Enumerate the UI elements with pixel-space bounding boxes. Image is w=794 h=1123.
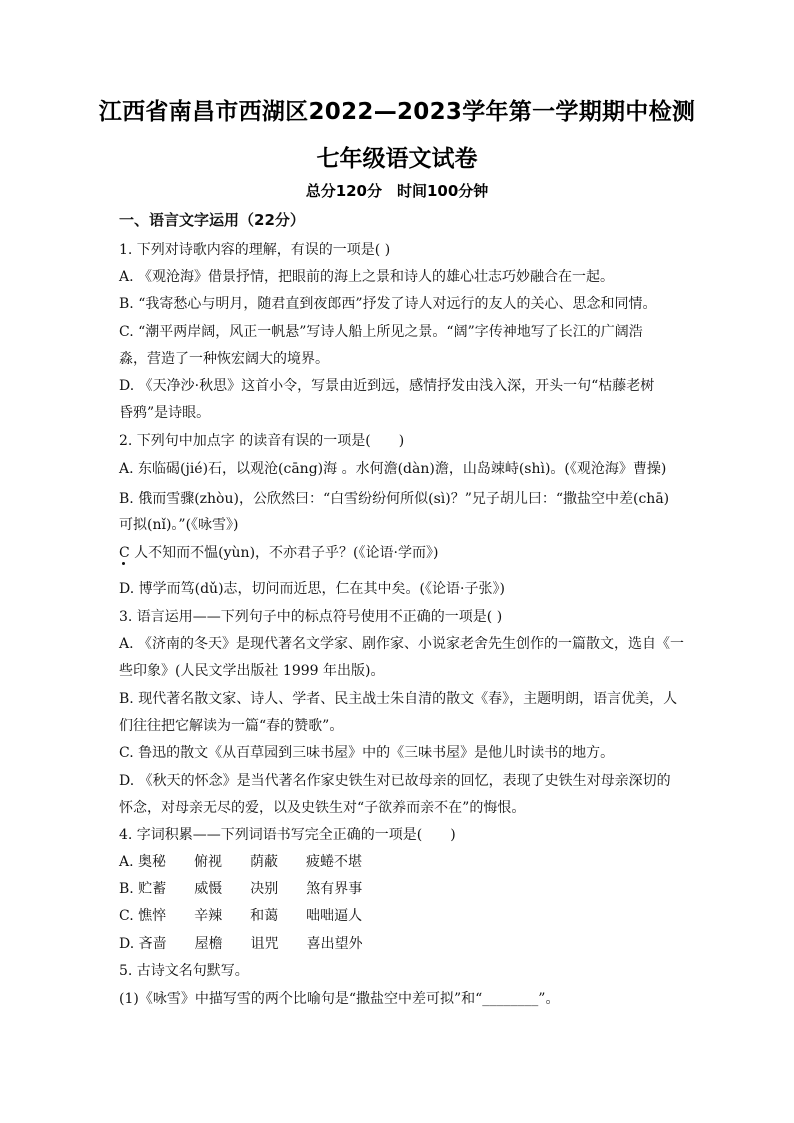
q2-option-b: B. 俄而雪骤(zhòu)，公欣然曰：“白雪纷纷何所似(sì)？”兄子胡儿曰：“撒盐空中差(chā) <box>119 491 670 507</box>
exam-subtitle: 七年级语文试卷 <box>316 146 478 172</box>
exam-title: 江西省南昌市西湖区2022—2023学年第一学期期中检测 <box>98 99 696 125</box>
q4-option-d: D. 吝啬 屋檐 诅咒 喜出望外 <box>119 936 363 952</box>
q4-option-a: A. 奥秘 俯视 荫蔽 疲蜷不堪 <box>119 854 363 870</box>
q2-option-d: D. 博学而笃(dǔ)志，切问而近思，仁在其中矣。(《论语·子张》) <box>119 581 505 597</box>
q3-option-c: C. 鲁迅的散文《从百草园到三味书屋》中的《三味书屋》是他儿时读书的地方。 <box>119 745 615 761</box>
exam-meta: 总分120分 时间100分钟 <box>305 182 489 200</box>
q3-option-b: B. 现代著名散文家、诗人、学者、民主战士朱自清的散文《春》，主题明朗，语言优美，人 <box>119 691 678 707</box>
q3-option-a: A. 《济南的冬天》是现代著名文学家、剧作家、小说家老舍先生创作的一篇散文，选自《一 <box>119 636 685 652</box>
q1-option-b: B. “我寄愁心与明月，随君直到夜郎西”抒发了诗人对远行的友人的关心、思念和同情。 <box>119 296 657 312</box>
q2-option-a: A. 东临碣(jié)石，以观沧(cāng)海 。水何澹(dàn)澹，山岛竦峙(shì)。(《观沧海》曹操) <box>119 461 667 477</box>
q3-option-b-cont: 们往往把它解读为一篇“春的赞歌”。 <box>119 718 344 734</box>
q2-option-c: C 人不知而不愠(yùn)，不亦君子乎？(《论语·学而》) <box>119 545 439 561</box>
question-2: 2. 下列句中加点字 的读音有误的一项是( ) <box>119 433 405 449</box>
q1-option-c-cont: 淼，营造了一种恢宏阔大的境界。 <box>119 351 329 367</box>
q3-option-a-cont: 些印象》(人民文学出版社 1999 年出版)。 <box>119 663 385 679</box>
q3-option-d-cont: 怀念，对母亲无尽的爱，以及史铁生对“子欲养而亲不在”的悔恨。 <box>119 800 526 816</box>
q4-option-b: B. 贮蓄 威慑 决别 煞有界事 <box>119 881 363 897</box>
q1-option-a: A. 《观沧海》借景抒情，把眼前的海上之景和诗人的雄心壮志巧妙融合在一起。 <box>119 269 615 285</box>
q1-option-c: C. “潮平两岸阔，风正一帆悬”写诗人船上所见之景。“阔”字传神地写了长江的广阔浩 <box>119 324 643 340</box>
question-5: 5. 古诗文名句默写。 <box>119 963 249 979</box>
q1-option-d: D. 《天净沙·秋思》这首小令，写景由近到远，感情抒发由浅入深，开头一句“枯藤老树 <box>119 378 655 394</box>
q3-option-d: D. 《秋天的怀念》是当代著名作家史铁生对已故母亲的回忆，表现了史铁生对母亲深切的 <box>119 773 671 789</box>
question-1: 1. 下列对诗歌内容的理解，有误的一项是( ) <box>119 242 391 258</box>
question-3: 3. 语言运用——下列句子中的标点符号使用不正确的一项是( ) <box>119 609 503 625</box>
q1-option-d-cont: 昏鸦”是诗眼。 <box>119 405 211 421</box>
q2-option-b-cont: 可拟(nǐ)。”(《咏雪》) <box>119 517 239 533</box>
section-heading: 一、语言文字运用（22分） <box>119 211 305 229</box>
q4-option-c: C. 憔悴 辛辣 和蔼 咄咄逼人 <box>119 908 363 924</box>
q5-item-1: (1)《咏雪》中描写雪的两个比喻句是“撒盐空中差可拟”和“________”。 <box>119 991 560 1007</box>
emphasis-dot-marker <box>122 562 125 565</box>
question-4: 4. 字词积累——下列词语书写完全正确的一项是( ) <box>119 827 456 843</box>
